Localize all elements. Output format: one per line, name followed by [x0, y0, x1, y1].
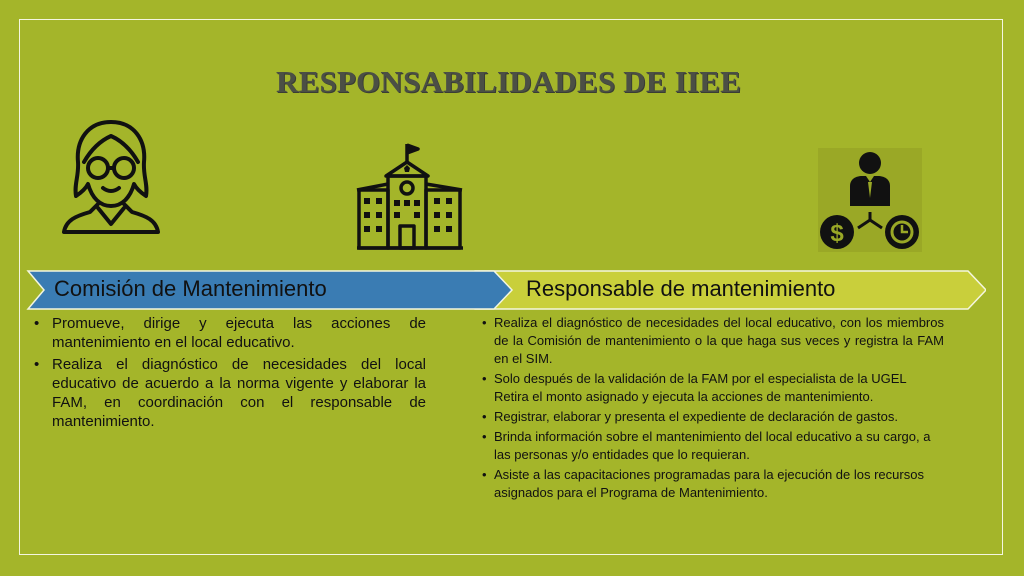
list-item: • Brinda información sobre el mantenimiento del local educativo a su cargo, a las personas y/o entidades que lo requieran. — [482, 428, 944, 464]
list-item: • Realiza el diagnóstico de necesidades del local educativo de acuerdo a la norma vigente y elaborar la FAM, en coordinación con el responsable de mantenimiento. — [34, 355, 426, 431]
manager-money-time-icon — [818, 148, 922, 252]
left-list — [34, 314, 426, 434]
list-item: • Realiza el diagnóstico de necesidades del local educativo, con los miembros de la Comisión de mantenimiento o la que haga sus veces y registra la FAM en el SIM. — [482, 314, 944, 368]
list-item: • Promueve, dirige y ejecuta las acciones de mantenimiento en el local educativo. — [34, 314, 426, 352]
banner-left-label: Comisión de Mantenimiento — [54, 276, 327, 301]
slide-title: RESPONSABILIDADES DE IIEE — [276, 64, 741, 99]
list-item: • Registrar, elaborar y presenta el expediente de declaración de gastos. — [482, 408, 944, 426]
woman-avatar-icon — [58, 118, 164, 236]
list-item: • Solo después de la validación de la FAM por el especialista de la UGEL Retira el monto asignado y ejecuta la acciones de mantenimiento. — [482, 370, 944, 406]
school-building-icon — [356, 142, 464, 252]
right-list — [482, 314, 944, 504]
banner-right-label: Responsable de mantenimiento — [526, 276, 836, 301]
svg-text:$: $ — [830, 220, 844, 247]
list-item: • Asiste a las capacitaciones programadas para la ejecución de los recursos asignados para el Programa de Mantenimiento. — [482, 466, 944, 502]
